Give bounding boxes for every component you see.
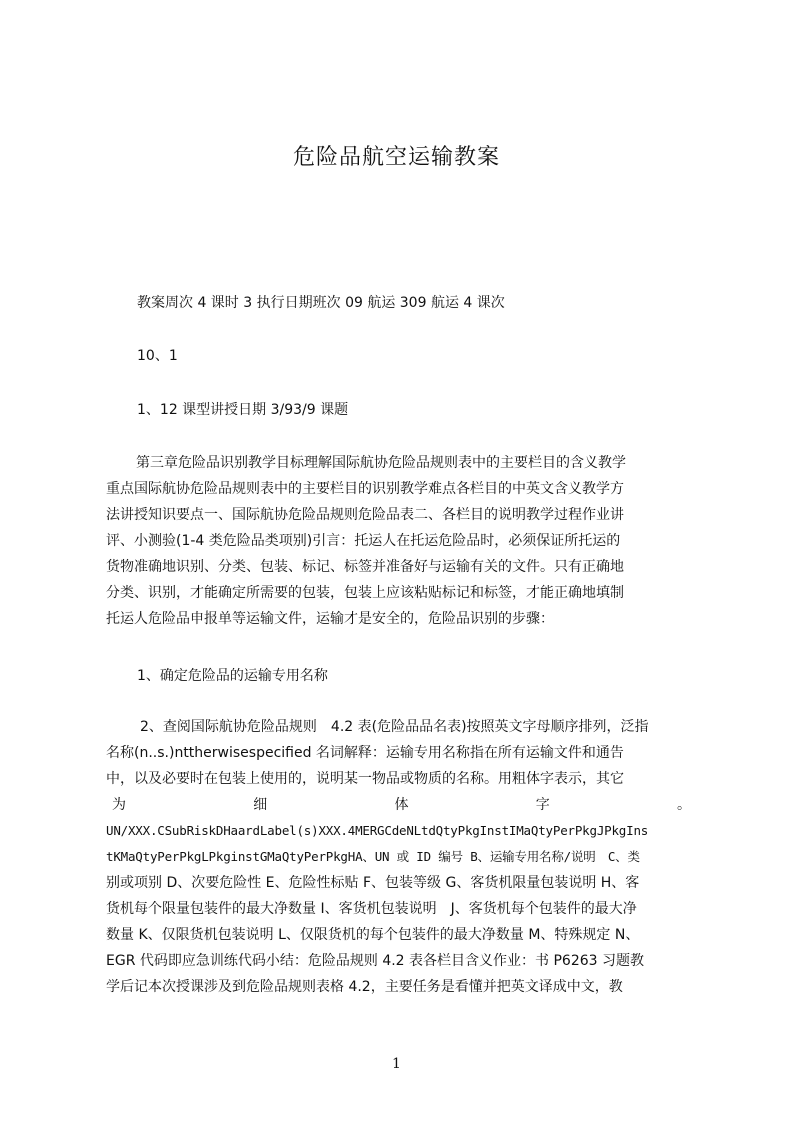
paragraph-line: 货物准确地识别、分类、包装、标记、标签并准备好与运输有关的文件。只有正确地: [106, 559, 624, 575]
paragraph-line: EGR 代码即应急训练代码小结：危险品规则 4.2 表各栏目含义作业：书 P6263 习题教: [106, 953, 645, 969]
paragraph-line: 中，以及必要时在包装上使用的，说明某一物品或物质的名称。用粗体字表示，其它: [106, 771, 624, 787]
step-heading: 1、确定危险品的运输专用名称: [137, 668, 328, 684]
paragraph-objectives: [106, 450, 699, 632]
paragraph-line: 第三章危险品识别教学目标理解国际航协危险品规则表中的主要栏目的含义教学: [136, 455, 626, 471]
paragraph-line: 重点国际航协危险品规则表中的主要栏目的识别教学难点各栏目的中英文含义教学方: [106, 481, 624, 497]
session-line: 10、1: [137, 348, 178, 364]
paragraph-line: 评、小测验(1-4 类危险品类项别)引言：托运人在托运危险品时，必须保证所托运的: [106, 533, 621, 549]
paragraph-line: 名称(n..s.)nttherwisespecified 名词解释：运输专用名称指在所有运输文件和通告: [106, 745, 624, 761]
paragraph-line: 数量 K、仅限货机包装说明 L、仅限货机的每个包装件的最大净数量 M、特殊规定 N、: [106, 927, 640, 943]
page-number: 1: [392, 1056, 401, 1072]
spread-line: [106, 792, 699, 818]
document-title: 危险品航空运输教案: [292, 145, 500, 170]
paragraph-line: 别或项别 D、次要危险性 E、危险性标贴 F、包装等级 G、客货机限量包装说明 H、客: [106, 875, 640, 891]
paragraph-line: 分类、识别，才能确定所需要的包装，包装上应该粘贴标记和标签，才能正确地填制: [106, 585, 624, 601]
paragraph-line: 托运人危险品申报单等运输文件，运输才是安全的，危险品识别的步骤：: [106, 611, 554, 627]
paragraph-line: 货机每个限量包装件的最大净数量 I、客货机包装说明 J、客货机每个包装件的最大净: [106, 901, 637, 917]
spread-word: 体: [394, 797, 409, 813]
paragraph-line: 学后记本次授课涉及到危险品规则表格 4.2，主要任务是看懂并把英文译成中文，教: [106, 979, 623, 995]
spread-word: 。: [677, 797, 691, 813]
spread-word: 字: [535, 797, 550, 813]
lesson-type-line: 1、12 课型讲授日期 3/93/9 课题: [137, 402, 349, 418]
column-header-line: UN/XXX.CSubRiskDHaardLabel(s)XXX.4MERGCdeNLtdQtyPkgInstIMaQtyPerPkgJPkgIns: [106, 823, 649, 838]
column-header-line: tKMaQtyPerPkgLPkginstGMaQtyPerPkgHA、UN 或 ID 编号 B、运输专用名称/说明 C、类: [106, 849, 640, 864]
meta-line: 教案周次 4 课时 3 执行日期班次 09 航运 309 航运 4 课次: [137, 295, 505, 311]
paragraph-line: 法讲授知识要点一、国际航协危险品规则危险品表二、各栏目的说明教学过程作业讲: [106, 507, 624, 523]
paragraph-line: 2、查阅国际航协危险品规则 4.2 表(危险品品名表)按照英文字母顺序排列，泛指: [140, 719, 649, 735]
spread-word: 细: [253, 797, 268, 813]
spread-word: 为: [112, 797, 126, 813]
paragraph-lookup: [106, 714, 699, 1000]
